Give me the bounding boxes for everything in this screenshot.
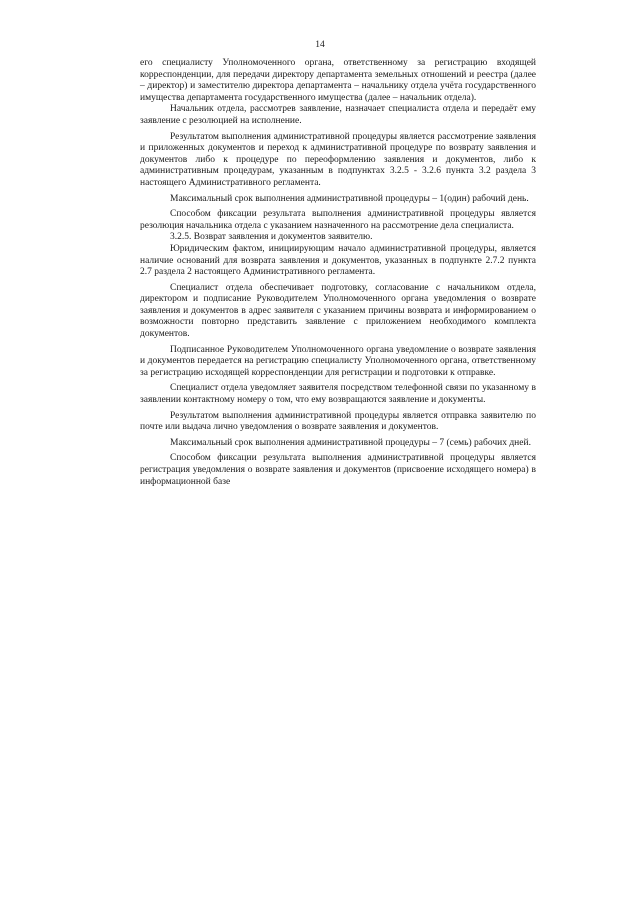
paragraph: Начальник отдела, рассмотрев заявление, назначает специалиста отдела и передаёт ему заявление с резолюцией на исполнение. bbox=[140, 104, 536, 126]
paragraph: Максимальный срок выполнения административной процедуры – 7 (семь) рабочих дней. bbox=[170, 437, 531, 448]
paragraph: Способом фиксации результата выполнения административной процедуры является регистрация уведомления о возврате заявления и документов (присвоение исходящего номера) в информационной базе bbox=[140, 453, 536, 487]
paragraph: Специалист отдела уведомляет заявителя посредством телефонной связи по указанному в заявлении контактному номеру о том, что ему возвращаются заявление и документы. bbox=[140, 383, 536, 406]
paragraph: Результатом выполнения административной процедуры является отправка заявителю по почте или выдача лично уведомления о возврате заявления и документов. bbox=[140, 410, 536, 433]
paragraph: Способом фиксации результата выполнения административной процедуры является резолюция начальника отдела с указанием назначенного на рассмотрение дела специалиста. bbox=[140, 209, 536, 231]
page-number: 14 bbox=[315, 40, 325, 50]
paragraph: Результатом выполнения административной процедуры является рассмотрение заявления и приложенных документов и переход к административной процедуре по возврату заявления и документов либо к процедуре по переоформлению заявления и документов, либо к административным процедурам, указанным в подпунктах 3.2.5 - 3.2.6 пункта 3.2 раздела 3 настоящего Административного регламента. bbox=[140, 131, 536, 188]
section-heading: 3.2.5. Возврат заявления и документов заявителю. bbox=[170, 232, 373, 243]
paragraph: Максимальный срок выполнения административной процедуры – 1(один) рабочий день. bbox=[170, 193, 529, 204]
paragraph: Специалист отдела обеспечивает подготовку, согласование с начальником отдела, директором и подписание Руководителем Уполномоченного органа уведомления о возврате заявления и документов в адрес заявителя с указанием причины возврата и информированием о возможности повторно представить заявление с приложением необходимого комплекта документов. bbox=[140, 282, 536, 340]
paragraph: Юридическим фактом, инициирующим начало административной процедуры, является наличие оснований для возврата заявления и документов, указанных в подпункте 2.7.2 пункта 2.7 раздела 2 настоящего Административного регламента. bbox=[140, 243, 536, 278]
document-body bbox=[140, 58, 536, 488]
paragraph: его специалисту Уполномоченного органа, ответственному за регистрацию входящей корреспонденции, для передачи директору департамента земельных отношений и реестра (далее – директор) и заместителю директора департамента – начальнику отдела учёта государственного имущества департамента государственного имущества (далее – начальник отдела). bbox=[140, 58, 536, 103]
paragraph: Подписанное Руководителем Уполномоченного органа уведомление о возврате заявления и документов передается на регистрацию специалисту Уполномоченного органа, ответственному за регистрацию исходящей корреспонденции для регистрации и подготовки к отправке. bbox=[140, 344, 536, 378]
